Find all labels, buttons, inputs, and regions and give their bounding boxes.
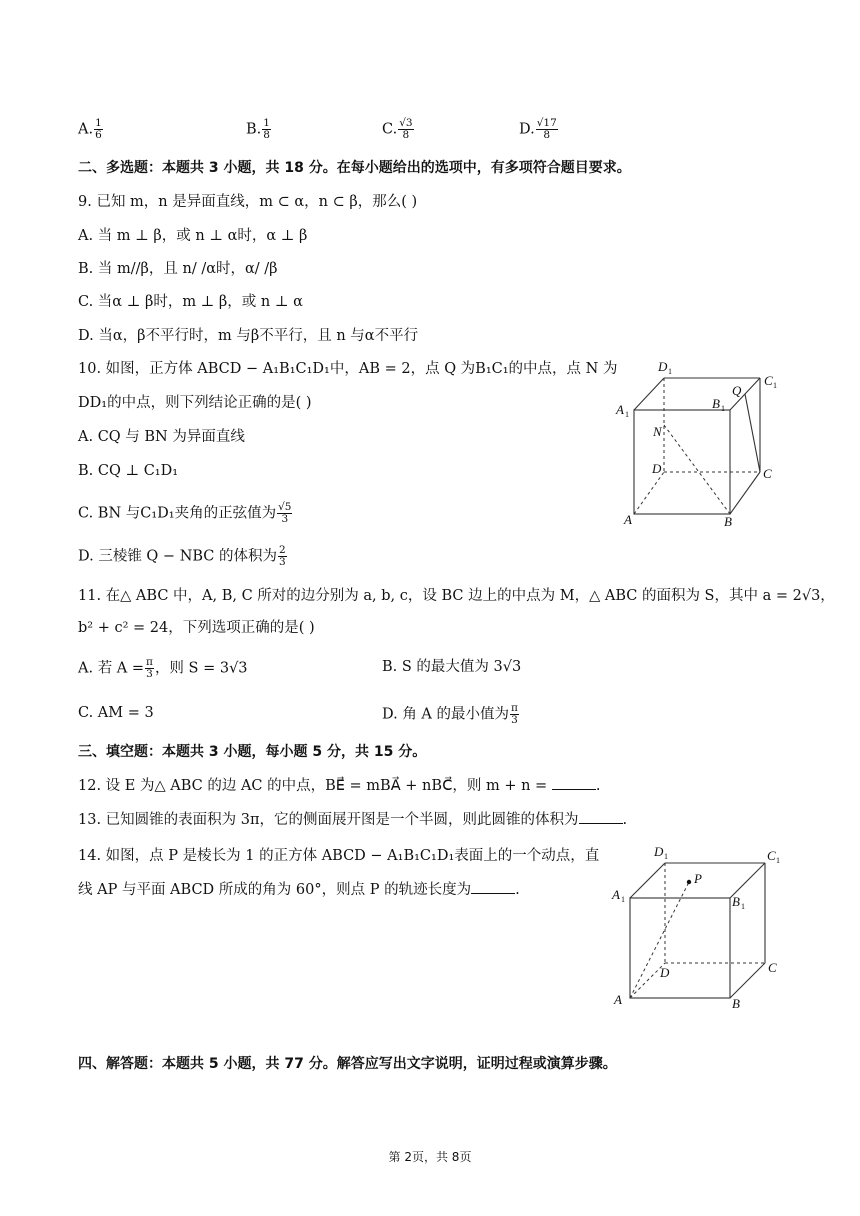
fig10-label-a1: A [616, 402, 624, 417]
q12: 12. 设 E 为△ ABC 的边 AC 的中点，BE⃗ = mBA⃗ + nBC⃗，则 m + n = . [78, 775, 600, 796]
q9-option-c: C. 当α ⊥ β时，m ⊥ β，或 n ⊥ α [78, 294, 303, 310]
q8-option-c: C. $\frac{√3}{8}$ [382, 117, 413, 141]
section3-header: 三、填空题：本题共 3 小题，每小题 5 分，共 15 分。 [78, 744, 427, 760]
fig14-label-b1: B [732, 894, 740, 909]
q10-stem-line1: 10. 如图，正方体 ABCD − A₁B₁C₁D₁中，AB = 2，点 Q 为B₁C₁的中点，点 N 为 [78, 361, 618, 377]
svg-text:1: 1 [721, 404, 725, 413]
fig14-label-a: A [614, 992, 622, 1007]
fig10-label-b1: B [712, 396, 720, 411]
section2-header: 二、多选题：本题共 3 小题，共 18 分。在每小题给出的选项中，有多项符合题目要求。 [78, 160, 631, 176]
fig14-label-d1: D [654, 844, 664, 859]
q8-option-b: B. $\frac{1}{8}$ [246, 117, 270, 141]
fig14-label-p: P [694, 871, 702, 886]
fig10-label-n: N [653, 424, 662, 439]
q14-answer-blank [471, 879, 515, 894]
fig10-label-q: Q [732, 383, 742, 398]
q14-line2: 线 AP 与平面 ABCD 所成的角为 60°，则点 P 的轨迹长度为 . [78, 879, 520, 900]
q14-line1: 14. 如图，点 P 是棱长为 1 的正方体 ABCD − A₁B₁C₁D₁表面上的一个动点，直 [78, 848, 600, 864]
svg-text:1: 1 [776, 856, 780, 865]
fig14-label-d: D [660, 965, 670, 980]
q11-stem-line1: 11. 在△ ABC 中，A, B, C 所对的边分别为 a, b, c，设 BC 边上的中点为 M，△ ABC 的面积为 S，其中 a = 2√3， [78, 588, 835, 604]
fig10-label-b: B [724, 514, 732, 529]
page-footer: 第 2页，共 8页 [388, 1150, 472, 1164]
fig10-label-a: A [624, 512, 632, 527]
q14-cube-figure [610, 836, 790, 1016]
q11-option-d: D. 角 A 的最小值为 $\frac{\pi}{3}$ [382, 702, 518, 726]
q9-option-a: A. 当 m ⊥ β，或 n ⊥ α时，α ⊥ β [78, 228, 308, 244]
fig10-label-d: D [652, 461, 662, 476]
fig10-label-d1: D [658, 359, 668, 374]
fig14-label-c1: C [767, 848, 776, 863]
q13-answer-blank [579, 809, 623, 824]
fig10-label-c: C [763, 466, 772, 481]
fig14-label-c: C [768, 960, 777, 975]
q9-stem: 9. 已知 m，n 是异面直线，m ⊂ α，n ⊂ β，那么( ) [78, 194, 418, 210]
q8-option-a: A. $\frac{1}{6}$ [78, 117, 102, 141]
q11-option-b: B. S 的最大值为 3√3 [382, 659, 522, 675]
fig10-label-c1: C [764, 373, 773, 388]
section4-header: 四、解答题：本题共 5 小题，共 77 分。解答应写出文字说明，证明过程或演算步骤。 [78, 1056, 617, 1072]
svg-text:1: 1 [664, 852, 668, 861]
q11-stem-line2: b² + c² = 24，下列选项正确的是( ) [78, 620, 315, 636]
q10-option-b: B. CQ ⊥ C₁D₁ [78, 463, 179, 479]
q9-option-d: D. 当α，β不平行时，m 与β不平行，且 n 与α不平行 [78, 328, 419, 344]
q10-option-c: C. BN 与C₁D₁夹角的正弦值为 $\frac{√5}{3}$ [78, 501, 292, 525]
svg-text:1: 1 [621, 895, 625, 904]
q13: 13. 已知圆锥的表面积为 3π，它的侧面展开图是一个半圆，则此圆锥的体积为 . [78, 809, 627, 830]
svg-text:1: 1 [668, 367, 672, 376]
q12-answer-blank [552, 775, 596, 790]
svg-text:1: 1 [773, 381, 777, 390]
q10-stem-line2: DD₁的中点，则下列结论正确的是( ) [78, 395, 312, 411]
q10-cube-figure [612, 352, 790, 532]
q8-option-d: D. $\frac{√17}{8}$ [519, 117, 557, 141]
q10-option-d: D. 三棱锥 Q − NBC 的体积为 $\frac{2}{3}$ [78, 544, 286, 568]
q11-option-c: C. AM = 3 [78, 705, 154, 721]
q9-option-b: B. 当 m//β，且 n/ /α时，α/ /β [78, 261, 278, 277]
svg-text:1: 1 [625, 410, 629, 419]
q11-option-a: A. 若 A = $\frac{\pi}{3}$ ，则 S = 3√3 [78, 656, 248, 680]
svg-text:1: 1 [741, 902, 745, 911]
fig14-label-b: B [732, 996, 740, 1011]
fig14-label-a1: A [612, 887, 620, 902]
q10-option-a: A. CQ 与 BN 为异面直线 [78, 429, 245, 445]
